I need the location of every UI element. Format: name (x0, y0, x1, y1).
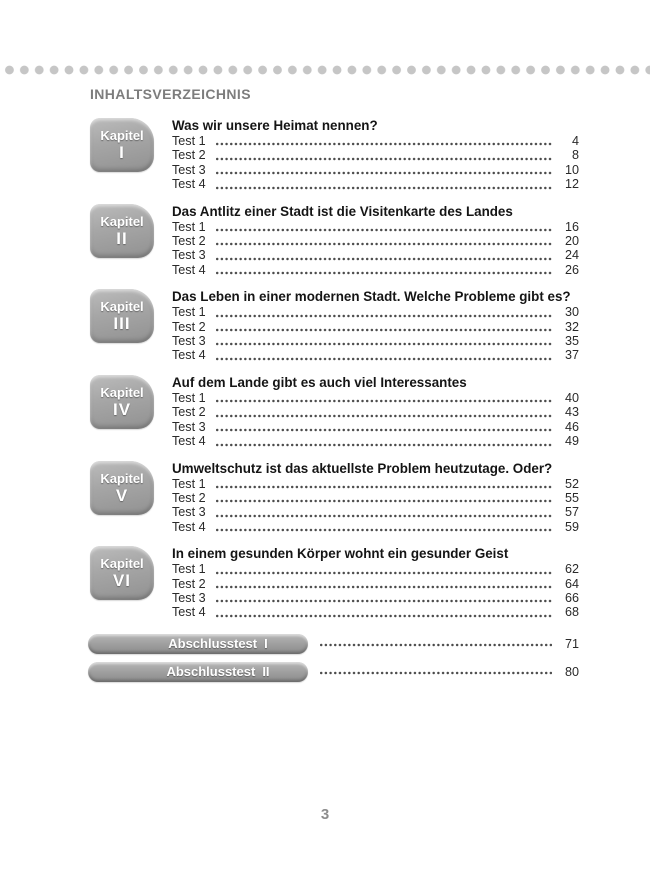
toc-row (172, 348, 579, 362)
toc-entry-label: Test 2 (172, 234, 206, 249)
toc-page-number: 12 (564, 177, 579, 192)
dotted-leader (216, 414, 552, 418)
toc-page-number: 71 (564, 636, 579, 651)
dotted-leader (216, 242, 552, 246)
toc-row (172, 234, 579, 248)
toc-page-number: 16 (564, 219, 579, 234)
toc-page-number: 55 (564, 490, 579, 505)
chapter-title: Was wir unsere Heimat nennen? (172, 118, 378, 133)
toc-page-number: 37 (564, 348, 579, 363)
toc-page-number: 20 (564, 234, 579, 249)
dotted-leader (320, 643, 552, 647)
toc-page-number: 26 (564, 262, 579, 277)
toc-entry-label: Test 2 (172, 319, 206, 334)
kapitel-badge-label: Kapitel (100, 384, 144, 400)
kapitel-badge-2 (90, 204, 154, 258)
toc-row (172, 405, 579, 419)
toc-page-number: 52 (564, 476, 579, 491)
toc-page-number: 4 (571, 134, 579, 148)
kapitel-badge-1 (90, 118, 154, 172)
kapitel-badge-5 (90, 461, 154, 515)
toc-entry-label: Test 2 (172, 405, 206, 420)
dotted-leader (320, 671, 552, 675)
toc-page-number: 10 (564, 162, 579, 177)
toc-row (172, 148, 579, 162)
toc-entry-label: Test 4 (172, 519, 206, 534)
toc-page-number: 49 (564, 434, 579, 449)
toc-entry-label: Test 1 (172, 562, 206, 577)
page-folio-number: 3 (320, 806, 330, 823)
chapter-body (172, 461, 579, 535)
dotted-leader (216, 585, 552, 589)
toc-entry-label: Test 3 (172, 419, 206, 434)
final-tests-section (90, 634, 579, 682)
dotted-leader (216, 157, 552, 161)
dotted-leader (216, 443, 552, 447)
toc-page-number: 24 (564, 248, 579, 263)
chapter-title: Das Antlitz einer Stadt ist die Visitenkarte des Landes (172, 203, 513, 219)
toc-entry-label: Test 1 (172, 390, 206, 405)
kapitel-badge-numeral: IV (112, 399, 132, 419)
dotted-leader (216, 328, 552, 332)
toc-row (172, 420, 579, 434)
toc-row (172, 491, 579, 505)
dotted-leader (216, 171, 552, 175)
dotted-leader (216, 399, 552, 403)
dotted-leader (216, 257, 552, 261)
dotted-leader (216, 228, 552, 232)
chapter-title: Auf dem Lande gibt es auch viel Interessantes (172, 374, 467, 390)
toc-entry-label: Test 2 (172, 490, 206, 505)
toc-page-number: 46 (564, 419, 579, 434)
toc-entry-label: Test 4 (172, 348, 206, 363)
toc-entry-label: Test 3 (172, 505, 206, 520)
chapter-title: Das Leben in einer modernen Stadt. Welche Probleme gibt es? (172, 289, 571, 305)
kapitel-badge-3 (90, 289, 154, 343)
chapter-body (172, 204, 579, 278)
chapter-body (172, 546, 579, 620)
toc-page-number: 57 (564, 505, 579, 520)
chapter-body (172, 375, 579, 449)
dotted-leader (216, 142, 552, 146)
toc-row (172, 520, 579, 534)
toc-entry-label: Test 1 (172, 476, 206, 491)
dotted-divider (0, 65, 650, 75)
toc-row (172, 177, 579, 191)
abschlusstest-numeral: I (264, 635, 268, 651)
toc-row (172, 577, 579, 591)
toc-row (172, 220, 579, 234)
chapter-block-5 (90, 461, 579, 535)
kapitel-badge-label: Kapitel (100, 470, 144, 486)
chapter-body (172, 118, 579, 192)
final-test-row-2 (90, 662, 579, 682)
toc-row (172, 320, 579, 334)
kapitel-badge-4 (90, 375, 154, 429)
dotted-leader (216, 599, 552, 603)
chapter-block-3 (90, 289, 579, 363)
toc-entry-label: Test 1 (172, 134, 206, 148)
chapter-title: Umweltschutz ist das aktuellste Problem heutzutage. Oder? (172, 460, 553, 476)
dotted-leader (216, 499, 552, 503)
kapitel-badge-label: Kapitel (100, 128, 144, 143)
toc-page-number: 43 (564, 405, 579, 420)
kapitel-badge-label: Kapitel (100, 299, 144, 315)
chapter-block-6 (90, 546, 579, 620)
toc-entry-label: Test 3 (172, 334, 206, 349)
toc-row (172, 477, 579, 491)
page-title: INHALTSVERZEICHNIS (90, 86, 251, 102)
kapitel-badge-numeral: I (119, 143, 125, 162)
abschlusstest-label: Abschlusstest (168, 635, 258, 651)
toc-content (90, 86, 579, 690)
kapitel-badge-numeral: V (115, 485, 129, 505)
toc-entry-label: Test 4 (172, 434, 206, 449)
kapitel-badge-label: Kapitel (100, 556, 144, 572)
toc-row (172, 391, 579, 405)
kapitel-badge-6 (90, 546, 154, 600)
chapter-block-1 (90, 118, 579, 192)
toc-entry-label: Test 3 (172, 590, 206, 605)
toc-entry-label: Test 4 (172, 605, 206, 620)
dotted-leader (216, 357, 552, 361)
abschlusstest-1-bar (88, 634, 308, 654)
toc-page-number: 8 (571, 148, 579, 163)
toc-page-number: 68 (564, 605, 579, 620)
abschlusstest-numeral: II (262, 663, 270, 679)
toc-row (172, 248, 579, 262)
abschlusstest-label: Abschlusstest (166, 663, 256, 679)
kapitel-badge-numeral: II (116, 228, 128, 248)
toc-row (172, 434, 579, 448)
toc-page-number: 66 (564, 590, 579, 605)
dotted-leader (216, 514, 552, 518)
dotted-leader (216, 186, 552, 190)
kapitel-badge-label: Kapitel (100, 213, 144, 229)
toc-page-number: 59 (564, 519, 579, 534)
toc-row (172, 134, 579, 148)
dotted-leader (216, 485, 552, 489)
dotted-leader (216, 428, 552, 432)
toc-entry-label: Test 2 (172, 148, 206, 163)
final-test-row-1 (90, 634, 579, 654)
toc-row (172, 334, 579, 348)
dotted-leader (216, 314, 552, 318)
dotted-leader (216, 271, 552, 275)
toc-row (172, 605, 579, 619)
chapter-body (172, 289, 579, 363)
toc-page-number: 80 (564, 664, 579, 679)
toc-entry-label: Test 3 (172, 248, 206, 263)
toc-row (172, 163, 579, 177)
toc-row (172, 305, 579, 319)
toc-entry-label: Test 1 (172, 219, 206, 234)
dotted-leader (216, 342, 552, 346)
chapter-title: In einem gesunden Körper wohnt ein gesunder Geist (172, 546, 509, 562)
toc-entry-label: Test 1 (172, 305, 206, 320)
toc-row (172, 591, 579, 605)
toc-entry-label: Test 4 (172, 262, 206, 277)
kapitel-badge-numeral: VI (112, 571, 132, 591)
toc-row (172, 263, 579, 277)
toc-page-number: 64 (564, 576, 579, 591)
kapitel-badge-numeral: III (113, 314, 131, 334)
toc-page-number: 32 (564, 319, 579, 334)
chapter-block-4 (90, 375, 579, 449)
toc-row (172, 505, 579, 519)
toc-entry-label: Test 3 (172, 162, 206, 177)
toc-page-number: 35 (564, 334, 579, 349)
toc-row (172, 562, 579, 576)
dotted-leader (216, 614, 552, 618)
toc-entry-label: Test 4 (172, 177, 206, 192)
chapter-block-2 (90, 204, 579, 278)
toc-page-number: 62 (564, 562, 579, 577)
toc-page-number: 40 (564, 390, 579, 405)
abschlusstest-2-bar (88, 662, 308, 682)
dotted-leader (216, 571, 552, 575)
toc-entry-label: Test 2 (172, 576, 206, 591)
toc-page-number: 30 (564, 305, 579, 320)
dotted-leader (216, 528, 552, 532)
